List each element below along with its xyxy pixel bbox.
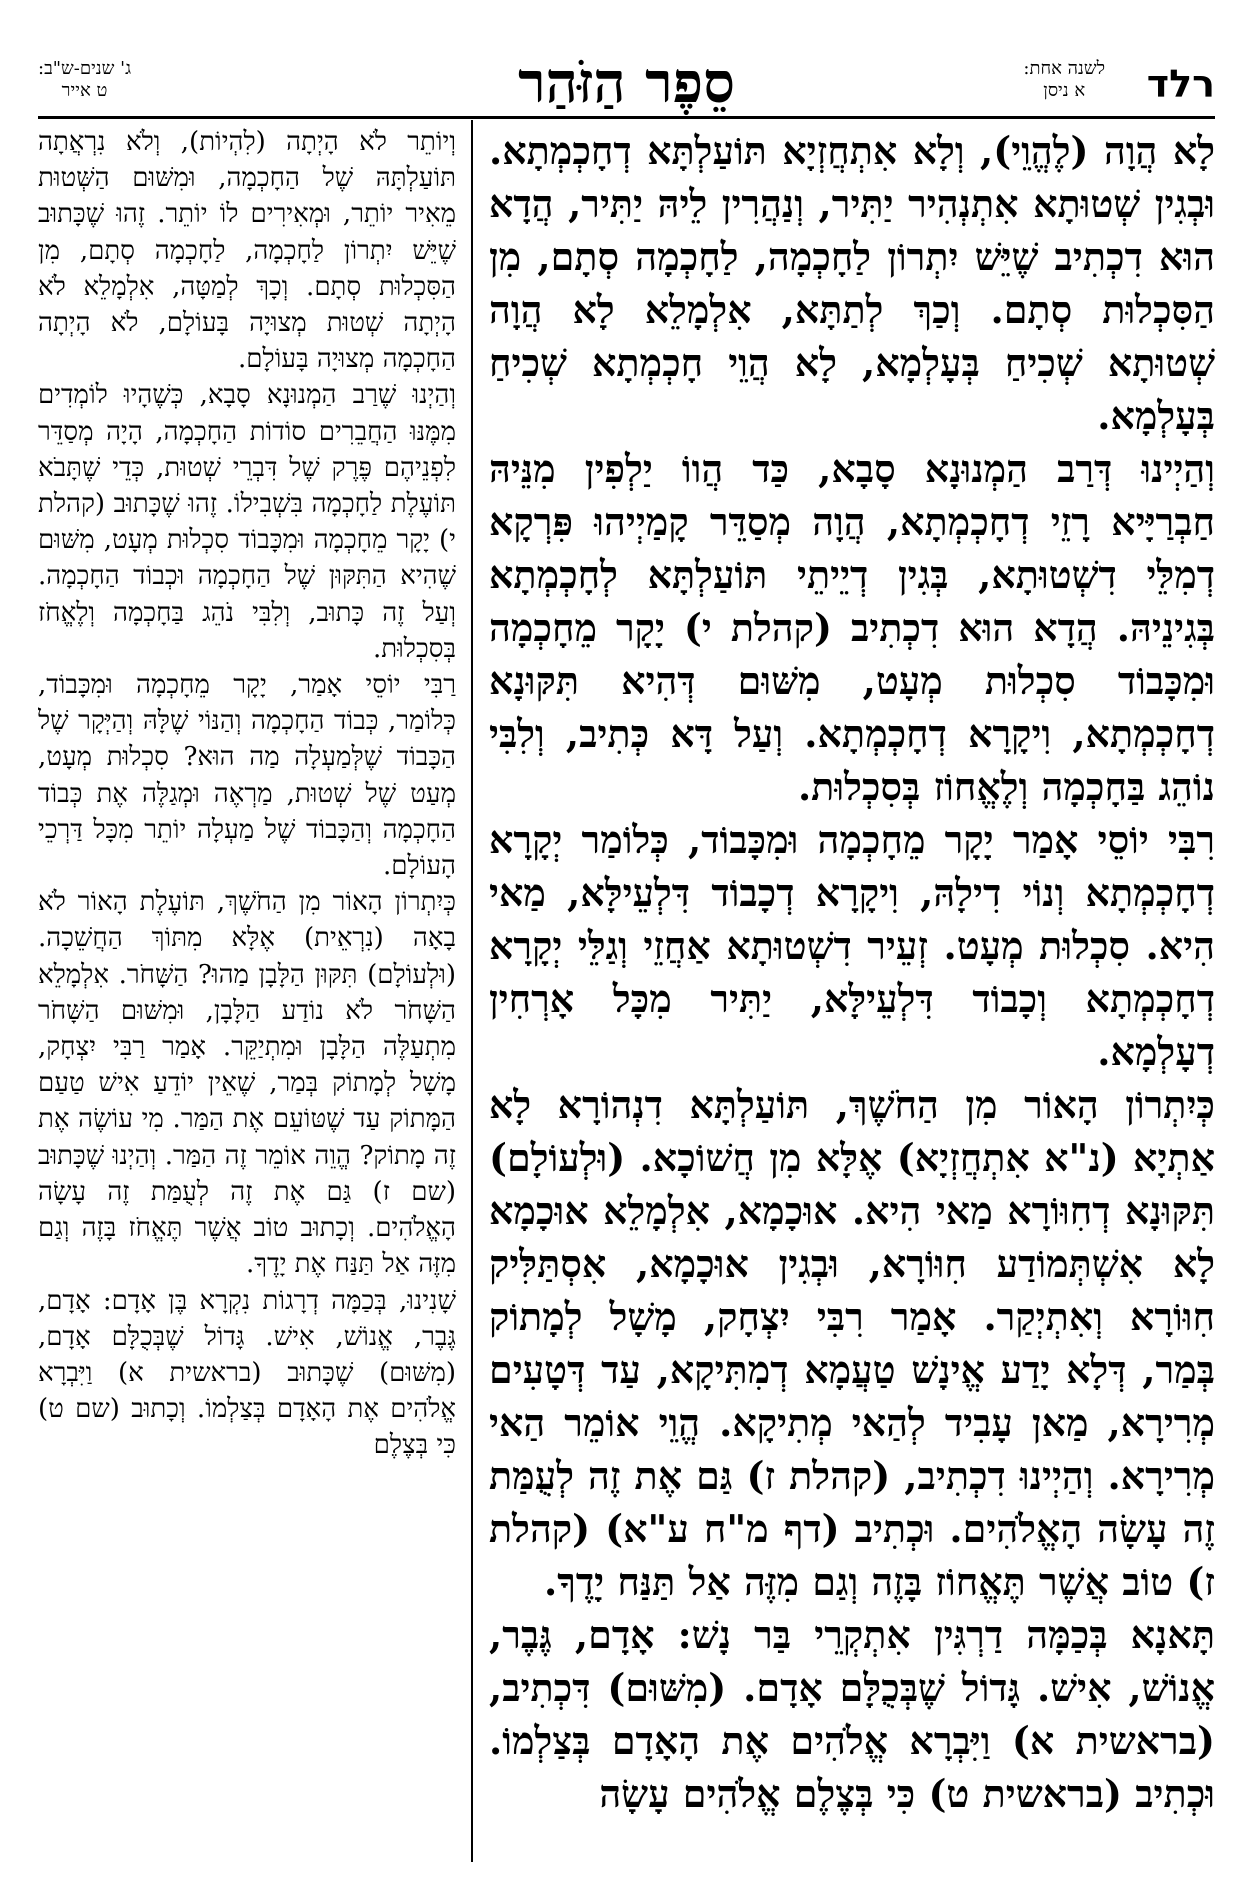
translation-paragraph: וְהַיְנוּ שֶׁרַב הַמְנוּנָא סָבָא, כְּשֶׁהָיוּ לוֹמְדִים מִמֶּנּוּ הַחֲבֵרִים סוֹדוֹת הַחָכְמָה, הָיָה מְסַדֵּר לִפְנֵיהֶם פֶּרֶק שֶׁל דִּבְרֵי שְׁטוּת, כְּדֵי שֶׁתָּבֹא תּוֹעֶלֶת לַחָכְמָה בִּשְׁבִילוֹ. זֶהוּ שֶׁכָּתוּב (קהלת י) יָקָר מֵחָכְמָה וּמִכָּבוֹד סִכְלוּת מְעָט, מִשּׁוּם שֶׁהִיא הַתִּקּוּן שֶׁל הַחָכְמָה וּכְבוֹד הַחָכְמָה. וְעַל זֶה כָּתוּב, וְלִבִּי נֹהֵג בַּחָכְמָה וְלֶאֱחֹז בְּסִכְלוּת.	[38, 380, 456, 664]
header-divider	[38, 116, 1215, 119]
main-paragraph: לָא הֲוָה (לֶהֱוֵי), וְלָא אִתְחֲזְיָא תּוֹעַלְתָּא דְחָכְמְתָא. וּבְגִין שְׁטוּתָא אִתְנְהִיר יַתִּיר, וְנַהֲרִין לֵיהּ יַתִּיר, הֲדָא הוּא דִכְתִיב שֶׁיֵּשׁ יִתְרוֹן לַחָכְמָה, לַחָכְמָה סְתָם, מִן הַסִּכְלוּת סְתָם. וְכַךְ לְתַתָּא, אִלְמָלֵא לָא הֲוָה שְׁטוּתָא שְׁכִיחַ בְּעָלְמָא, לָא הֲוֵי חָכְמְתָא שְׁכִיחַ בְּעָלְמָא.	[489, 128, 1215, 438]
main-paragraph: וְהַיְינוּ דְּרַב הַמְנוּנָא סָבָא, כַּד הֲווֹ יַלְפִין מִנֵּיהּ חַבְרַיָּיא רָזֵי דְחָכְמְתָא, הֲוָה מְסַדֵּר קָמַיְיהוּ פִּרְקָא דְמִלֵּי דִשְׁטוּתָא, בְּגִין דְיֵיתֵי תּוֹעַלְתָּא לְחָכְמְתָא בְּגִינֵיהּ. הֲדָא הוּא דִכְתִיב (קהלת י) יָקָר מֵחָכְמָה וּמִכָּבוֹד סִכְלוּת מְעָט, מִשּׁוּם דְּהִיא תִּקּוּנָא דְחָכְמְתָא, וִיקָרָא דְחָכְמְתָא. וְעַל דָּא כְּתִיב, וְלִבִּי נוֹהֵג בַּחָכְמָה וְלֶאֱחוֹז בְּסִכְלוּת.	[489, 446, 1215, 809]
translation-column	[38, 124, 456, 1862]
main-text-column	[489, 124, 1215, 1862]
page-number: רלד	[1146, 62, 1215, 106]
main-paragraph: תָּאנָא בְּכַמָּה דַרְגִּין אִתְקְרֵי בַּר נָשׁ: אָדָם, גֶּבֶר, אֱנוֹשׁ, אִישׁ. גָּדוֹל שֶׁבְּכֻלָּם אָדָם. (מִשּׁוּם) דִּכְתִיב, (בראשית א) וַיִּבְרָא אֱלֹהִים אֶת הָאָדָם בְּצַלְמוֹ. וּכְתִיב (בראשית ט) כִּי בְּצֶלֶם אֱלֹהִים עָשָׂה	[489, 1612, 1215, 1816]
translation-paragraph: כְּיִתְרוֹן הָאוֹר מִן הַחֹשֶׁךְ, תּוֹעֶלֶת הָאוֹר לֹא בָאָה (נִרְאֵית) אֶלָּא מִתּוֹךְ הַחֲשֵׁכָה. (וּלְעוֹלָם) תִּקּוּן הַלָּבָן מַהוּ? הַשָּׁחֹר. אִלְמָלֵא הַשָּׁחֹר לֹא נוֹדַע הַלָּבָן, וּמִשּׁוּם הַשָּׁחֹר מִתְעַלֶּה הַלָּבָן וּמִתְיַקֵּר. אָמַר רַבִּי יִצְחָק, מָשָׁל לְמָתוֹק בְּמַר, שֶׁאֵין יוֹדֵעַ אִישׁ טַעַם הַמָּתוֹק עַד שֶׁטּוֹעֵם אֶת הַמַּר. מִי עוֹשֶׂה אֶת זֶה מָתוֹק? הֱוֵה אוֹמֵר זֶה הַמַּר. וְהַיְנוּ שֶׁכָּתוּב (שם ז) גַּם אֶת זֶה לְעֻמַּת זֶה עָשָׂה הָאֱלֹהִים. וְכָתוּב טוֹב אֲשֶׁר תֶּאֱחֹז בָּזֶה וְגַם מִזֶּה אַל תַּנַּח אֶת יָדֶךָ.	[38, 887, 456, 1280]
main-paragraph: כְּיִתְרוֹן הָאוֹר מִן הַחֹשֶׁךְ, תּוֹעַלְתָּא דִנְהוֹרָא לָא אַתְיָא (נ"א אִתְחֲזְיָא) אֶלָּא מִן חֲשׁוֹכָא. (וּלְעוֹלָם) תִּקּוּנָא דְחִוּוֹרָא מַאי הִיא. אוּכָמָא, אִלְמָלֵא אוּכָמָא לָא אִשְׁתְּמוֹדַע חִוּוֹרָא, וּבְגִין אוּכָמָא, אִסְתַּלִּיק חִוּוֹרָא וְאִתְיְקַר. אָמַר רִבִּי יִצְחָק, מָשָׁל לְמָתוֹק בְּמַר, דְּלָא יָדַע אֱינָשׁ טַעֲמָא דְמִתִּיקָא, עַד דְּטָעִים מְרִירָא, מַאן עָבִיד לְהַאי מְתִיקָא. הֱוֵי אוֹמֵר הַאי מְרִירָא. וְהַיְינוּ דִכְתִיב, (קהלת ז) גַּם אֶת זֶה לְעֻמַּת זֶה עָשָׂה הָאֱלֹהִים. וּכְתִיב (דף מ"ח ע"א) (קהלת ז) טוֹב אֲשֶׁר תֶּאֱחוֹז בָּזֶה וְגַם מִזֶּה אַל תַּנַּח יָדֶךָ.	[489, 1082, 1215, 1604]
book-title: סֵפֶר הַזֹּהַר	[518, 50, 735, 116]
translation-paragraph: וְיוֹתֵר לֹא הָיְתָה (לִהְיוֹת), וְלֹא נִרְאֲתָה תּוֹעַלְתָּהּ שֶׁל הַחָכְמָה, וּמִשּׁוּם הַשְּׁטוּת מֵאִיר יוֹתֵר, וּמְאִירִים לוֹ יוֹתֵר. זֶהוּ שֶׁכָּתוּב שֶׁיֵּשׁ יִתְרוֹן לַחָכְמָה, לַחָכְמָה סְתָם, מִן הַסִּכְלוּת סְתָם. וְכָךְ לְמַטָּה, אִלְמָלֵא לֹא הָיְתָה שְׁטוּת מְצוּיָה בָּעוֹלָם, לֹא הָיְתָה הַחָכְמָה מְצוּיָה בָּעוֹלָם.	[38, 127, 456, 375]
translation-paragraph: שָׁנִינוּ, בְּכַמָּה דְרָגוֹת נִקְרָא בֶּן אָדָם: אָדָם, גֶּבֶר, אֱנוֹשׁ, אִישׁ. גָּדוֹל שֶׁבְּכֻלָּם אָדָם, (מִשּׁוּם) שֶׁכָּתוּב (בראשית א) וַיִּבְרָא אֱלֹהִים אֶת הָאָדָם בְּצַלְמוֹ. וְכָתוּב (שם ט) כִּי בְּצֶלֶם	[38, 1285, 456, 1461]
right-date-line1: לשנה אחת:	[1023, 58, 1105, 79]
column-divider	[471, 120, 473, 1862]
right-date-line2: א ניסן	[1043, 80, 1086, 101]
left-date-line1: ג' שנים-ש"ב:	[38, 58, 132, 79]
left-date-block	[38, 58, 131, 102]
main-paragraph: רִבִּי יוֹסֵי אָמַר יָקָר מֵחָכְמָה וּמִכָּבוֹד, כְּלוֹמַר יְקָרָא דְחָכְמְתָא וְנוֹי דִילָהּ, וִיקָרָא דְכָבוֹד דִּלְעֵילָּא, מַאי הִיא. סִכְלוּת מְעָט. זְעֵיר דִשְׁטוּתָא אַחֲזֵי וְגַלֵּי יְקָרָא דְחָכְמְתָא וְכָבוֹד דִּלְעֵילָּא, יַתִּיר מִכָּל אָרְחִין דְעָלְמָא.	[489, 817, 1215, 1074]
translation-paragraph: רַבִּי יוֹסֵי אָמַר, יָקָר מֵחָכְמָה וּמִכָּבוֹד, כְּלוֹמַר, כְּבוֹד הַחָכְמָה וְהַנּוֹי שֶׁלָּהּ וְהַיְּקָר שֶׁל הַכָּבוֹד שֶׁלְּמַעְלָה מַה הוּא? סִכְלוּת מְעָט, מְעַט שֶׁל שְׁטוּת, מַרְאֶה וּמְגַלֶּה אֶת כְּבוֹד הַחָכְמָה וְהַכָּבוֹד שֶׁל מַעְלָה יוֹתֵר מִכָּל דַּרְכֵי הָעוֹלָם.	[38, 670, 456, 882]
left-date-line2: ט אייר	[61, 80, 108, 101]
